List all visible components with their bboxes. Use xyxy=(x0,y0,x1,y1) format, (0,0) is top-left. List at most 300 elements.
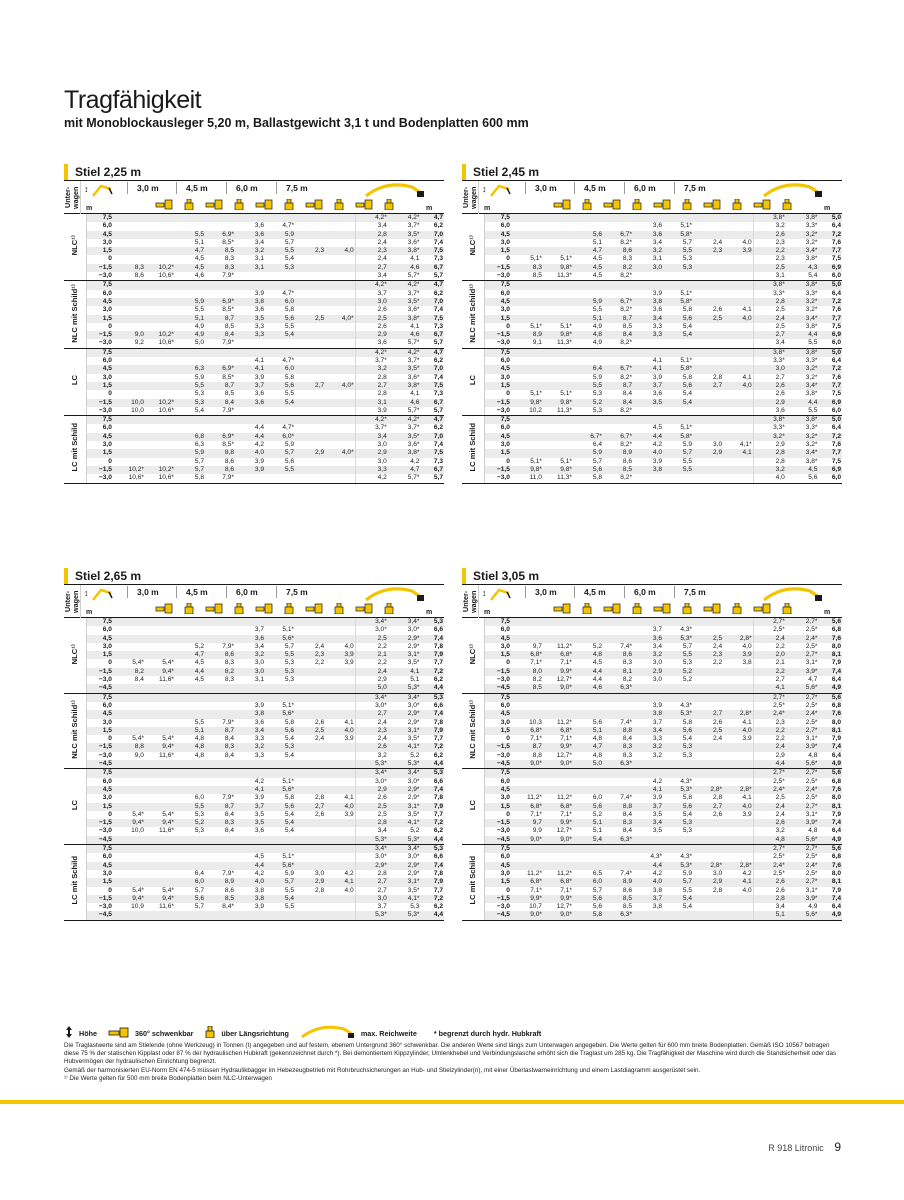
capacity-cell: 8,6 xyxy=(603,887,633,895)
capacity-cell: 3,7 xyxy=(633,719,663,727)
capacity-cell xyxy=(723,702,753,710)
capacity-cell xyxy=(723,836,753,845)
capacity-cell: 2,5* xyxy=(786,643,819,651)
capacity-cell: 2,7* xyxy=(786,769,819,778)
table-row xyxy=(64,416,444,425)
capacity-cell: 2,7* xyxy=(753,769,786,778)
capacity-cell: 3,2* xyxy=(786,231,819,239)
capacity-cell xyxy=(663,618,693,626)
rotate-360-icon xyxy=(305,197,323,208)
capacity-cell: 8,4 xyxy=(603,399,633,407)
capacity-cell xyxy=(325,416,355,425)
capacity-cell: 4,0 xyxy=(723,887,753,895)
capacity-cell xyxy=(723,298,753,306)
capacity-cell xyxy=(115,862,145,870)
capacity-cell: 6,8* xyxy=(513,803,543,811)
table-row xyxy=(462,743,842,751)
capacity-cell xyxy=(115,348,145,357)
capacity-cell: 2,6 xyxy=(295,811,325,819)
max-reach-cell: 6,4 xyxy=(818,290,842,298)
capacity-cell: 6,9* xyxy=(205,433,235,441)
max-reach-cell: 5,6 xyxy=(818,769,842,778)
capacity-cell xyxy=(115,727,145,735)
radius-label: 6,0 m xyxy=(236,587,258,597)
capacity-cell: 2,0 xyxy=(753,651,786,659)
capacity-cell: 4,0 xyxy=(633,878,663,886)
capacity-cell xyxy=(325,676,355,684)
capacity-cell xyxy=(693,676,723,684)
capacity-cell xyxy=(235,760,265,769)
capacity-cell: 2,3 xyxy=(753,255,786,263)
capacity-cell: 3,3 xyxy=(235,331,265,339)
capacity-cell: 3,3* xyxy=(753,357,786,365)
table-row xyxy=(64,643,444,651)
capacity-cell xyxy=(145,214,175,222)
capacity-cell xyxy=(723,433,753,441)
capacity-cell: 5,1* xyxy=(513,323,543,331)
table-row xyxy=(64,255,444,263)
capacity-cell: 5,8 xyxy=(265,794,295,802)
capacity-cell: 2,7* xyxy=(786,845,819,854)
capacity-cell: 4,1 xyxy=(388,323,421,331)
undercarriage-group xyxy=(64,214,86,281)
capacity-cell: 2,4 xyxy=(295,643,325,651)
height-cell: −4,5 xyxy=(484,911,513,920)
capacity-cell: 5,7 xyxy=(663,239,693,247)
capacity-cell xyxy=(115,702,145,710)
capacity-cell xyxy=(175,836,205,845)
height-cell: 1,5 xyxy=(86,727,115,735)
capacity-cell xyxy=(205,348,235,357)
capacity-cell: 5,6 xyxy=(573,466,603,474)
legend-reach: max. Reichweite xyxy=(360,1028,417,1038)
group-label: LC xyxy=(70,375,80,386)
max-reach-cell: 6,9 xyxy=(818,331,842,339)
max-reach-cell: 7,6 xyxy=(818,862,842,870)
page-subtitle: mit Monoblockausleger 5,20 m, Ballastgewicht 3,1 t und Bodenplatten 600 mm xyxy=(64,116,529,130)
table-row xyxy=(462,803,842,811)
capacity-cell: 2,5* xyxy=(753,702,786,710)
capacity-cell xyxy=(295,769,325,778)
capacity-cell xyxy=(205,702,235,710)
capacity-cell xyxy=(325,684,355,693)
capacity-cell: 4,0 xyxy=(235,449,265,457)
max-reach-cell: 7,4 xyxy=(818,819,842,827)
height-cell: −3,0 xyxy=(484,827,513,835)
capacity-cell: 5,5 xyxy=(175,803,205,811)
capacity-cell: 3,4* xyxy=(786,382,819,390)
max-reach-cell: 8,1 xyxy=(818,878,842,886)
capacity-cell xyxy=(205,786,235,794)
capacity-cell: 2,5 xyxy=(295,315,325,323)
table-row xyxy=(64,659,444,667)
capacity-cell: 4,2 xyxy=(235,870,265,878)
capacity-cell: 3,7 xyxy=(235,803,265,811)
capacity-cell xyxy=(723,466,753,474)
capacity-cell: 4,5 xyxy=(175,676,205,684)
capacity-cell: 6,7* xyxy=(603,365,633,373)
capacity-cell: 8,5 xyxy=(205,390,235,398)
capacity-cell xyxy=(693,819,723,827)
capacity-cell: 5,6 xyxy=(573,803,603,811)
radius-label: 7,5 m xyxy=(684,587,706,597)
height-cell: 6,0 xyxy=(484,290,513,298)
max-reach-cell: 7,9 xyxy=(818,735,842,743)
capacity-cell: 4,1 xyxy=(723,794,753,802)
capacity-cell: 4,1 xyxy=(723,449,753,457)
max-reach-cell: 7,6 xyxy=(818,239,842,247)
capacity-cell xyxy=(693,214,723,222)
capacity-cell: 9,4* xyxy=(145,895,175,903)
capacity-cell xyxy=(573,710,603,718)
capacity-cell: 10,6* xyxy=(145,272,175,281)
legend-rotate: 360° schwenkbar xyxy=(134,1028,194,1038)
height-cell: −4,5 xyxy=(484,684,513,693)
capacity-cell xyxy=(693,357,723,365)
max-reach-cell: 7,7 xyxy=(818,247,842,255)
capacity-cell: 3,9* xyxy=(786,819,819,827)
capacity-cell: 4,3* xyxy=(633,853,663,861)
capacity-cell: 2,5 xyxy=(355,315,388,323)
capacity-cell: 4,7 xyxy=(175,651,205,659)
table-row xyxy=(64,702,444,710)
capacity-cell xyxy=(295,264,325,272)
height-cell: 0 xyxy=(484,735,513,743)
capacity-cell xyxy=(723,390,753,398)
capacity-cell xyxy=(723,626,753,634)
capacity-cell: 5,1 xyxy=(175,239,205,247)
capacity-cell xyxy=(145,878,175,886)
capacity-cell: 9,9* xyxy=(543,668,573,676)
capacity-cell xyxy=(325,424,355,432)
accent-bar xyxy=(462,568,466,584)
table-row xyxy=(64,903,444,911)
capacity-cell xyxy=(235,407,265,416)
table-row xyxy=(462,903,842,911)
capacity-cell xyxy=(663,272,693,281)
table-row xyxy=(64,618,444,626)
capacity-cell xyxy=(205,684,235,693)
capacity-cell: 5,0 xyxy=(573,760,603,769)
undercarriage-label: Unter-wagen xyxy=(63,186,80,209)
table-row xyxy=(462,635,842,643)
capacity-cell xyxy=(145,281,175,290)
capacity-cell: 8,3 xyxy=(205,264,235,272)
capacity-cell: 3,8* xyxy=(786,323,819,331)
capacity-cell: 4,2* xyxy=(388,416,421,425)
capacity-cell xyxy=(513,365,543,373)
capacity-cell: 3,9 xyxy=(235,903,265,911)
group-label: NLC mit Schild¹⁾ xyxy=(70,700,80,759)
max-reach-cell: 7,4 xyxy=(818,743,842,751)
capacity-cell xyxy=(205,626,235,634)
capacity-cell: 2,5 xyxy=(753,264,786,272)
capacity-cell: 5,4 xyxy=(265,331,295,339)
capacity-cell xyxy=(145,618,175,626)
table-row xyxy=(64,811,444,819)
capacity-cell: 8,4 xyxy=(205,331,235,339)
capacity-cell: 4,5 xyxy=(175,264,205,272)
capacity-cell xyxy=(265,911,295,920)
capacity-cell xyxy=(325,222,355,230)
capacity-cell xyxy=(295,903,325,911)
capacity-cell: 2,2 xyxy=(355,643,388,651)
capacity-cell xyxy=(205,618,235,626)
capacity-cell xyxy=(145,290,175,298)
capacity-cell: 6,7* xyxy=(603,433,633,441)
capacity-cell: 3,9 xyxy=(235,458,265,466)
capacity-cell: 3,8 xyxy=(235,887,265,895)
capacity-cell: 10,2* xyxy=(145,264,175,272)
capacity-cell: 11,6* xyxy=(145,827,175,835)
capacity-cell: 5,9 xyxy=(265,231,295,239)
capacity-cell: 5,5 xyxy=(175,719,205,727)
capacity-cell: 5,3* xyxy=(663,862,693,870)
footnotes xyxy=(64,1042,844,1083)
max-reach-cell: 7,8 xyxy=(420,719,444,727)
capacity-cell xyxy=(543,786,573,794)
capacity-cell: 8,2* xyxy=(603,306,633,314)
capacity-cell: 8,4 xyxy=(603,735,633,743)
table-row xyxy=(64,407,444,416)
capacity-cell: 3,4 xyxy=(633,315,663,323)
capacity-cell xyxy=(175,786,205,794)
capacity-cell xyxy=(325,255,355,263)
max-reach-cell: 7,2 xyxy=(420,819,444,827)
undercarriage-group xyxy=(64,416,86,483)
table-row xyxy=(64,374,444,382)
capacity-cell xyxy=(235,836,265,845)
capacity-cell: 5,5 xyxy=(786,407,819,416)
block-header xyxy=(462,163,842,181)
capacity-cell: 6,0 xyxy=(265,365,295,373)
table-row xyxy=(64,306,444,314)
capacity-cell: 2,5 xyxy=(355,635,388,643)
capacity-cell xyxy=(543,635,573,643)
height-cell: 4,5 xyxy=(86,231,115,239)
capacity-cell: 10,6* xyxy=(115,474,145,483)
capacity-cell: 8,5 xyxy=(513,684,543,693)
capacity-cell: 6,8* xyxy=(543,803,573,811)
capacity-cell: 7,9* xyxy=(205,339,235,348)
capacity-cell: 3,9 xyxy=(325,659,355,667)
capacity-cell: 5,2 xyxy=(175,819,205,827)
capacity-cell: 3,5 xyxy=(235,811,265,819)
max-reach-cell: 7,2 xyxy=(420,668,444,676)
capacity-cell: 6,4 xyxy=(175,870,205,878)
capacity-cell: 3,8* xyxy=(786,390,819,398)
capacity-cell: 7,9* xyxy=(205,407,235,416)
capacity-cell xyxy=(265,416,295,425)
capacity-cell xyxy=(633,272,663,281)
capacity-cell: 5,3* xyxy=(355,836,388,845)
height-cell: 0 xyxy=(484,887,513,895)
table-row xyxy=(462,348,842,357)
capacity-cell xyxy=(513,298,543,306)
capacity-cell xyxy=(543,845,573,854)
max-reach-cell: 8,0 xyxy=(818,794,842,802)
capacity-cell: 4,4 xyxy=(573,668,603,676)
capacity-cell: 7,9* xyxy=(205,474,235,483)
capacity-cell xyxy=(723,760,753,769)
capacity-cell: 4,8 xyxy=(786,827,819,835)
capacity-cell: 3,7 xyxy=(633,626,663,634)
capacity-cell: 5,3 xyxy=(175,399,205,407)
longitudinal-icon xyxy=(230,601,248,612)
capacity-cell: 5,1* xyxy=(543,458,573,466)
capacity-cell xyxy=(145,348,175,357)
capacity-cell xyxy=(603,626,633,634)
column-divider xyxy=(276,182,277,194)
capacity-cell xyxy=(145,424,175,432)
max-reach-cell: 7,9 xyxy=(818,887,842,895)
capacity-cell: 5,1* xyxy=(663,290,693,298)
capacity-cell xyxy=(633,348,663,357)
capacity-cell xyxy=(295,433,325,441)
capacity-cell: 3,6* xyxy=(388,441,421,449)
capacity-cell xyxy=(115,803,145,811)
table-row xyxy=(64,399,444,407)
capacity-cell xyxy=(175,862,205,870)
max-reach-cell: 7,3 xyxy=(420,323,444,331)
rotate-360-icon xyxy=(205,601,223,612)
undercarriage-label: Unter-wagen xyxy=(63,590,80,613)
max-reach-cell: 6,4 xyxy=(818,222,842,230)
table-row xyxy=(64,239,444,247)
capacity-cell xyxy=(513,348,543,357)
column-divider xyxy=(624,586,625,598)
capacity-cell: 8,9 xyxy=(603,449,633,457)
capacity-cell: 8,7 xyxy=(205,382,235,390)
capacity-cell xyxy=(265,693,295,702)
capacity-cell: 5,4 xyxy=(663,903,693,911)
capacity-cell xyxy=(723,222,753,230)
capacity-cell: 2,3 xyxy=(693,651,723,659)
capacity-cell xyxy=(633,911,663,920)
capacity-cell xyxy=(175,357,205,365)
load-table xyxy=(64,214,444,484)
capacity-cell: 4,1 xyxy=(235,357,265,365)
capacity-cell xyxy=(513,290,543,298)
capacity-cell: 3,1* xyxy=(388,878,421,886)
capacity-cell: 5,1* xyxy=(543,323,573,331)
capacity-cell: 4,1 xyxy=(633,365,663,373)
capacity-cell: 11,6* xyxy=(145,752,175,760)
height-cell: 4,5 xyxy=(484,710,513,718)
height-cell: 7,5 xyxy=(86,693,115,702)
capacity-cell: 3,6 xyxy=(235,719,265,727)
capacity-cell xyxy=(295,635,325,643)
max-reach-cell: 6,0 xyxy=(818,407,842,416)
capacity-cell: 5,6 xyxy=(663,803,693,811)
capacity-cell: 5,1 xyxy=(573,819,603,827)
height-cell: 1,5 xyxy=(484,247,513,255)
capacity-cell: 5,1* xyxy=(543,255,573,263)
capacity-cell: 8,7 xyxy=(603,382,633,390)
column-divider xyxy=(674,586,675,598)
longitudinal-icon xyxy=(778,197,796,208)
capacity-cell: 4,0 xyxy=(723,803,753,811)
capacity-cell: 3,1* xyxy=(388,651,421,659)
capacity-cell xyxy=(205,416,235,425)
capacity-cell: 2,8 xyxy=(753,458,786,466)
capacity-cell: 3,1* xyxy=(786,811,819,819)
capacity-cell xyxy=(115,778,145,786)
capacity-cell: 5,2 xyxy=(573,643,603,651)
capacity-cell: 5,1* xyxy=(265,702,295,710)
capacity-cell: 2,6 xyxy=(753,390,786,398)
capacity-cell: 3,0* xyxy=(355,626,388,634)
capacity-cell xyxy=(723,264,753,272)
capacity-cell xyxy=(573,702,603,710)
capacity-cell xyxy=(145,786,175,794)
capacity-cell xyxy=(513,374,543,382)
max-reach-cell: 6,8 xyxy=(818,626,842,634)
capacity-cell xyxy=(295,281,325,290)
capacity-cell: 3,4 xyxy=(235,643,265,651)
capacity-cell xyxy=(115,845,145,854)
capacity-cell xyxy=(723,827,753,835)
table-row xyxy=(64,827,444,835)
capacity-cell: 5,3 xyxy=(265,743,295,751)
capacity-cell xyxy=(693,466,723,474)
capacity-cell: 5,5 xyxy=(265,247,295,255)
capacity-cell xyxy=(543,702,573,710)
capacity-cell: 2,6 xyxy=(693,306,723,314)
capacity-cell: 4,6 xyxy=(573,684,603,693)
capacity-cell: 5,1 xyxy=(753,911,786,920)
footnote-norm: Gemäß der harmonisierten EU-Norm EN 474-5 müssen Hydraulikbagger im Hebezeugbetrieb mit Rohrbruchsicherungen an Hub- und Stielzylinder(n), mit einer Überlastwarneinrichtung und einem Lastdiagramm ausgerüstet sein. xyxy=(64,1066,701,1074)
capacity-cell xyxy=(723,684,753,693)
capacity-cell: 2,4* xyxy=(753,786,786,794)
table-row xyxy=(462,281,842,290)
capacity-cell xyxy=(295,911,325,920)
capacity-cell: 8,7 xyxy=(205,727,235,735)
capacity-cell: 3,9 xyxy=(325,735,355,743)
height-cell: 6,0 xyxy=(484,222,513,230)
capacity-cell: 5,4 xyxy=(175,407,205,416)
max-reach-cell: 6,4 xyxy=(818,676,842,684)
capacity-cell: 2,5* xyxy=(786,626,819,634)
boom-icon xyxy=(489,587,511,601)
capacity-cell: 3,8 xyxy=(235,895,265,903)
capacity-cell: 7,1* xyxy=(513,887,543,895)
max-reach-cell: 4,9 xyxy=(818,684,842,693)
capacity-cell xyxy=(265,836,295,845)
capacity-cell: 4,3* xyxy=(663,702,693,710)
capacity-cell: 5,4* xyxy=(115,811,145,819)
capacity-cell: 3,4* xyxy=(355,845,388,854)
capacity-cell xyxy=(145,760,175,769)
capacity-cell xyxy=(603,786,633,794)
capacity-cell: 6,0 xyxy=(573,878,603,886)
table-row xyxy=(462,702,842,710)
capacity-cell xyxy=(723,743,753,751)
capacity-cell xyxy=(145,298,175,306)
table-row xyxy=(64,474,444,483)
table-row xyxy=(64,449,444,457)
height-cell: 7,5 xyxy=(484,693,513,702)
height-cell: −3,0 xyxy=(484,407,513,416)
longitudinal-icon xyxy=(678,601,696,612)
capacity-cell: 2,4 xyxy=(753,635,786,643)
capacity-cell xyxy=(205,778,235,786)
max-reach-cell: 6,9 xyxy=(818,399,842,407)
capacity-cell: 7,4* xyxy=(603,794,633,802)
max-reach-cell: 6,4 xyxy=(818,752,842,760)
boom-icon xyxy=(91,183,113,197)
capacity-cell xyxy=(513,862,543,870)
